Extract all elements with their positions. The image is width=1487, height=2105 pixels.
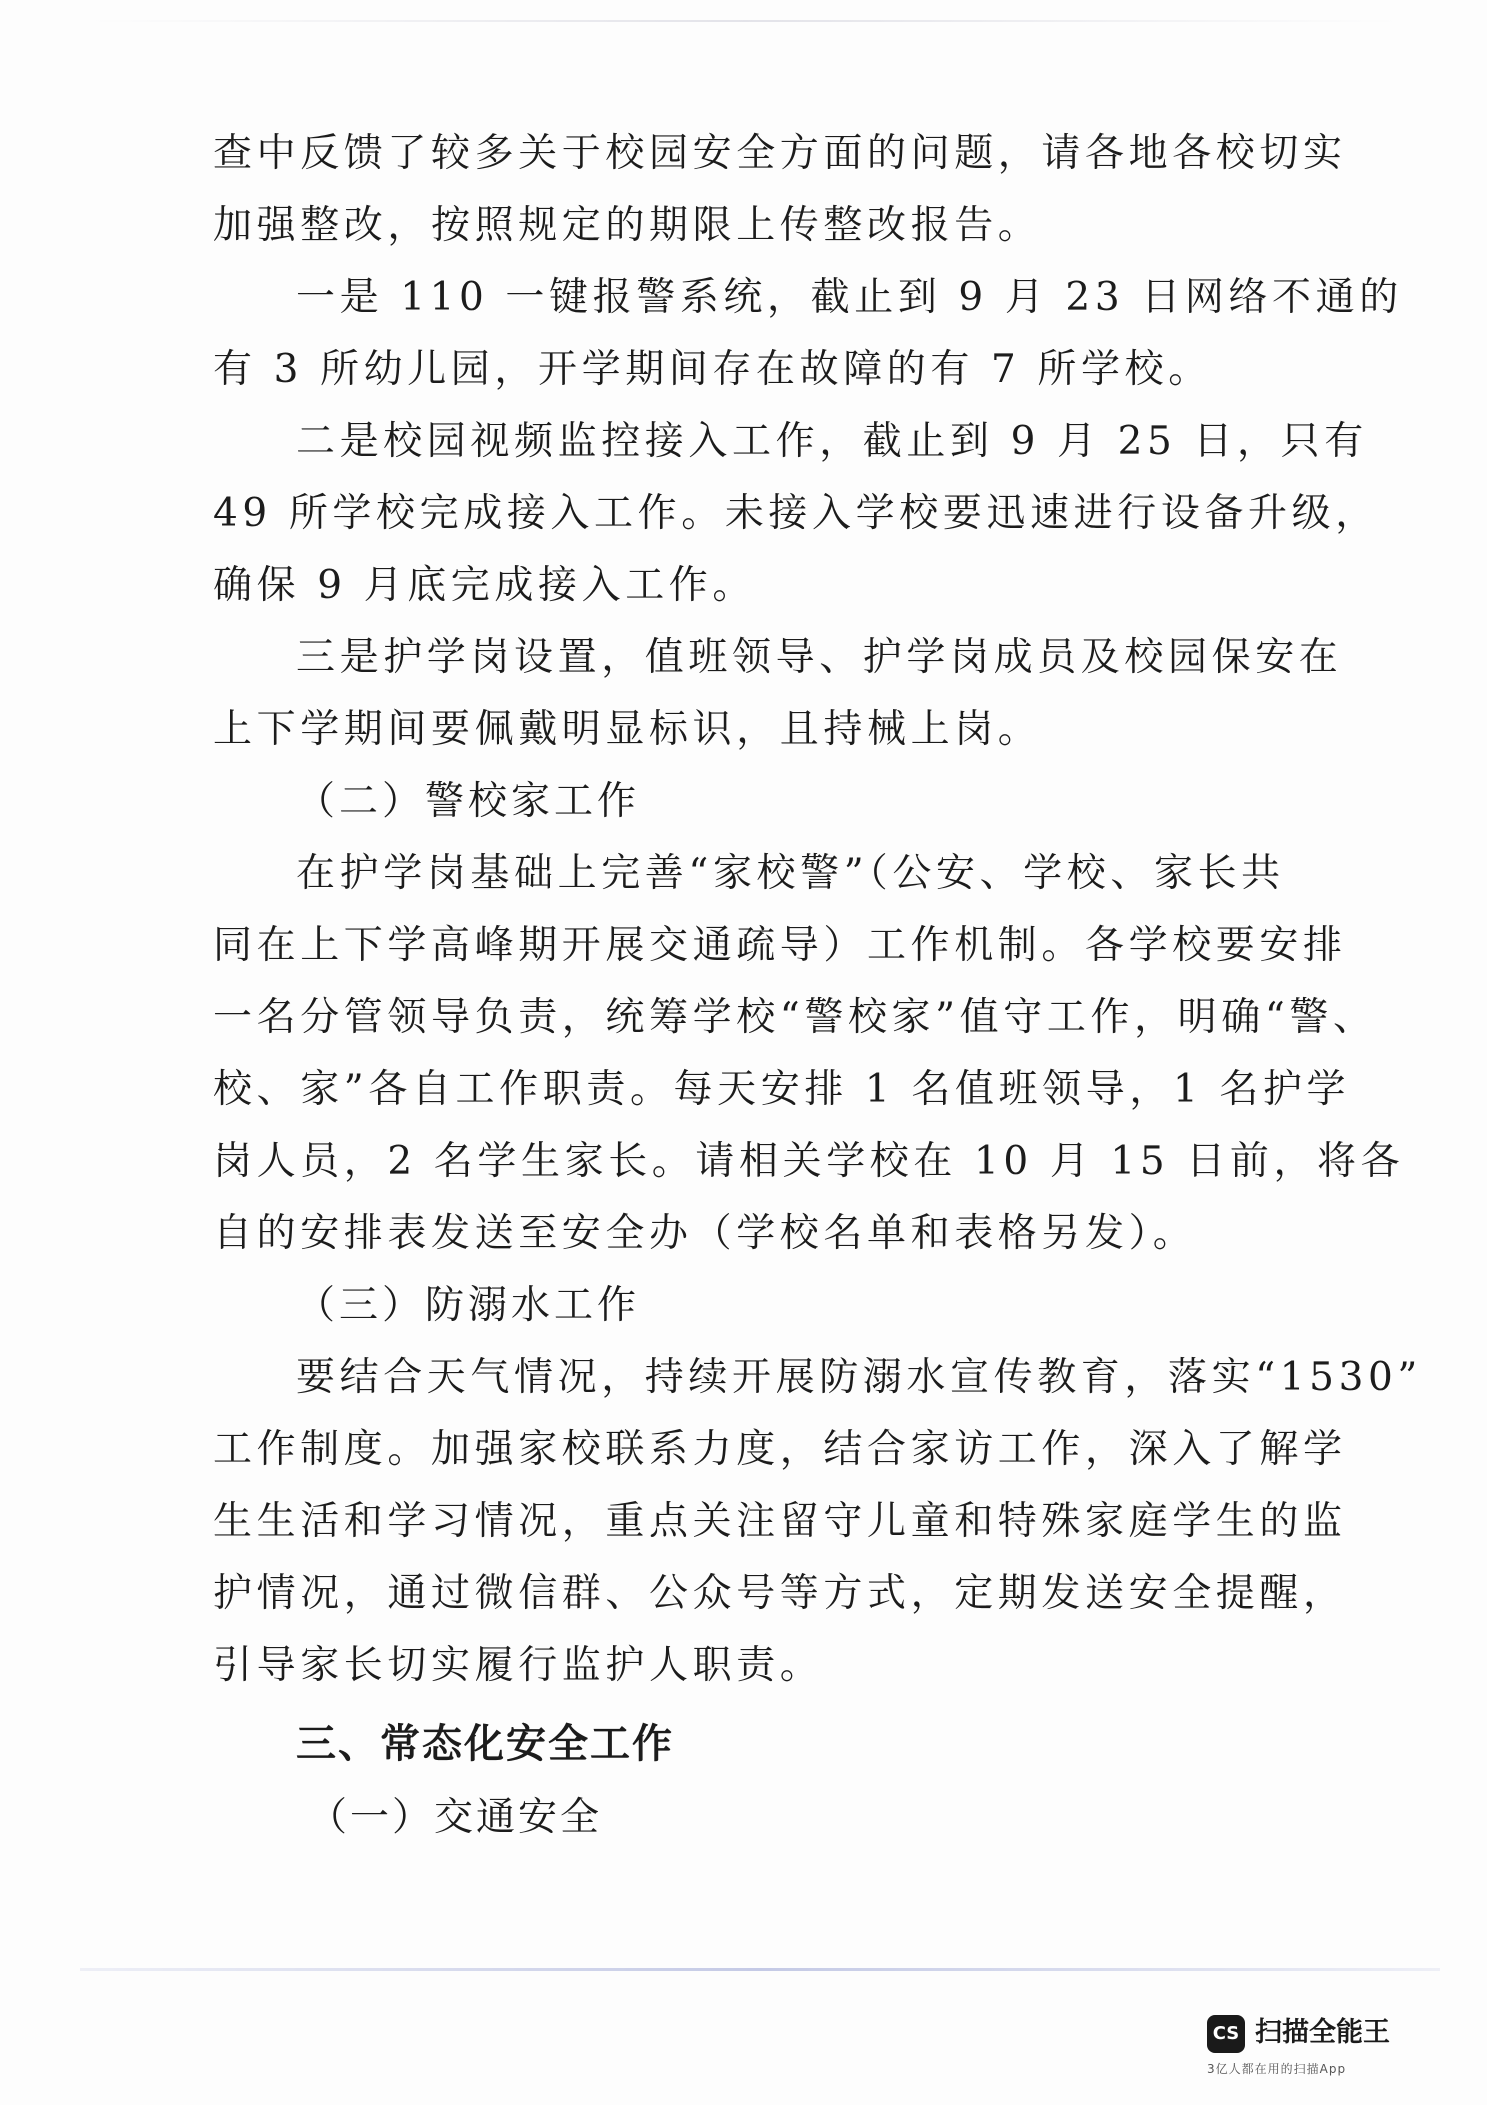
paragraph-line: 加强整改，按照规定的期限上传整改报告。: [213, 203, 1042, 248]
document-body: [213, 118, 1422, 1854]
chapter3-subtitle: （一）交通安全: [308, 1795, 603, 1840]
section2-line: 一名分管领导负责，统筹学校“警校家”值守工作，明确“警、: [213, 995, 1377, 1040]
section2-line: 同在上下学高峰期开展交通疏导）工作机制。各学校要安排: [213, 923, 1347, 968]
item2-line: 49 所学校完成接入工作。未接入学校要迅速进行设备升级，: [213, 491, 1379, 536]
section3-line: 生生活和学习情况，重点关注留守儿童和特殊家庭学生的监: [213, 1499, 1347, 1544]
section3-line: 要结合天气情况，持续开展防溺水宣传教育，落实“1530”: [296, 1355, 1422, 1400]
paragraph-line: 查中反馈了较多关于校园安全方面的问题，请各地各校切实: [213, 131, 1347, 176]
section2-title: （二）警校家工作: [296, 779, 641, 824]
watermark-tagline: 3亿人都在用的扫描App: [1207, 2062, 1347, 2076]
section3-line: 引导家长切实履行监护人职责。: [213, 1643, 824, 1688]
item1-line: 一是 110 一键报警系统，截止到 9 月 23 日网络不通的: [296, 275, 1403, 320]
item3-line: 三是护学岗设置，值班领导、护学岗成员及校园保安在: [296, 635, 1343, 680]
watermark-app-name: 扫描全能王: [1255, 2017, 1390, 2048]
section3-line: 护情况，通过微信群、公众号等方式，定期发送安全提醒，: [213, 1571, 1347, 1616]
section3-title: （三）防溺水工作: [296, 1283, 641, 1328]
chapter3-title: 三、常态化安全工作: [296, 1721, 674, 1767]
scan-top-edge: [90, 20, 1400, 22]
item1-line: 有 3 所幼儿园，开学期间存在故障的有 7 所学校。: [213, 347, 1212, 392]
item3-line: 上下学期间要佩戴明显标识，且持械上岗。: [213, 707, 1042, 752]
scanner-watermark: [1207, 2010, 1447, 2080]
section2-line: 校、家”各自工作职责。每天安排 1 名值班领导，1 名护学: [213, 1067, 1351, 1112]
section2-line: 岗人员，2 名学生家长。请相关学校在 10 月 15 日前，将各: [213, 1139, 1405, 1184]
section2-line: 自的安排表发送至安全办（学校名单和表格另发）。: [213, 1211, 1197, 1256]
section3-line: 工作制度。加强家校联系力度，结合家访工作，深入了解学: [213, 1427, 1347, 1472]
scan-bottom-edge: [80, 1968, 1440, 1971]
section2-line: 在护学岗基础上完善“家校警”（公安、学校、家长共: [296, 851, 1285, 896]
item2-line: 确保 9 月底完成接入工作。: [213, 563, 757, 608]
camscanner-logo-icon: CS: [1207, 2015, 1245, 2053]
item2-line: 二是校园视频监控接入工作，截止到 9 月 25 日，只有: [296, 419, 1368, 464]
